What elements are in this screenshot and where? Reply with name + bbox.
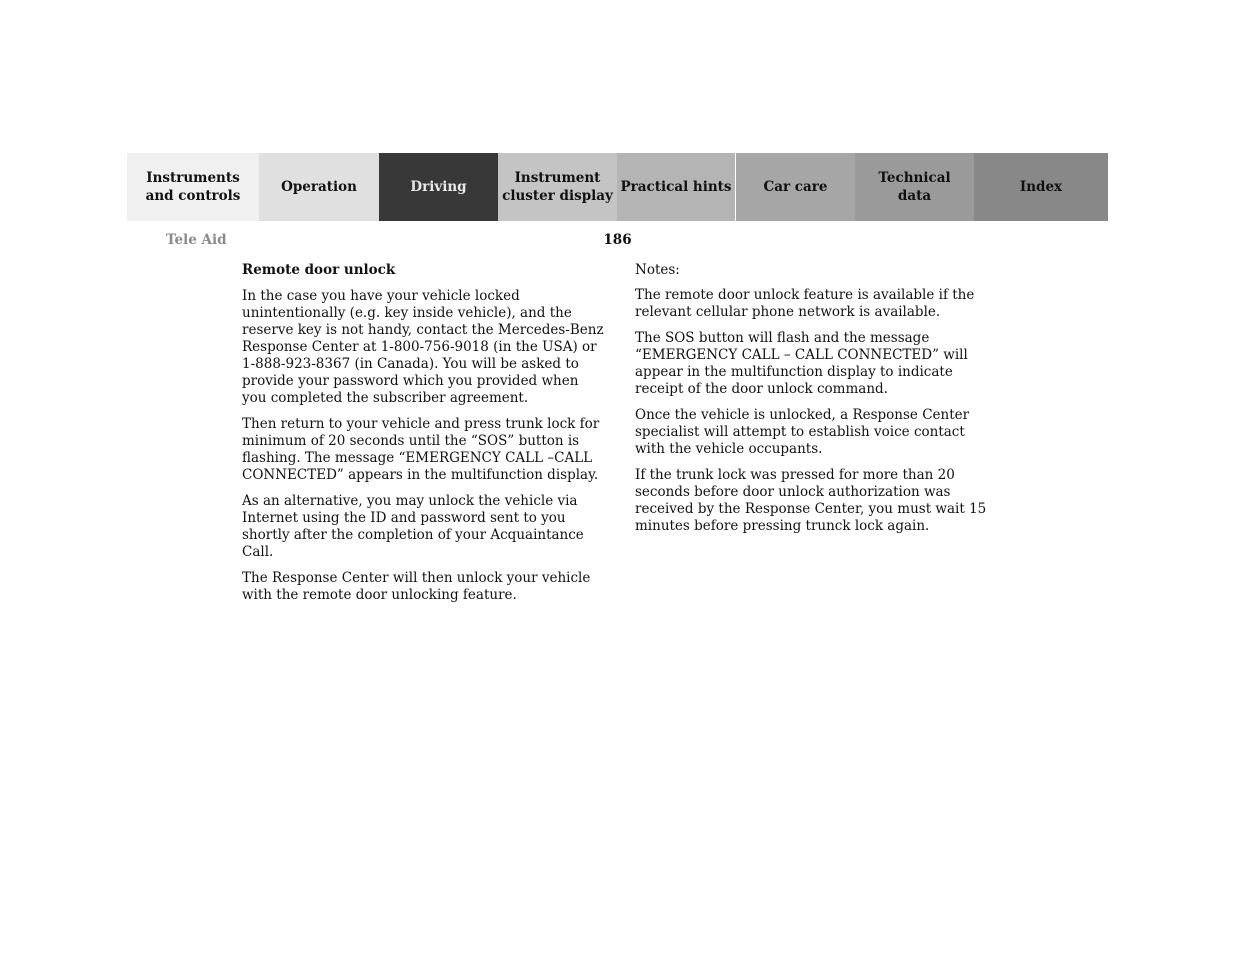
paragraph: In the case you have your vehicle locked unintentionally (e.g. key inside vehicle), and the reserve key is not handy, contact the Mercedes-Benz Response Center at 1-800-756-9018 (in the USA) or 1-888-923-8367 (in Canada). You will be asked to provide your password which you provided when you completed the subscriber agreement. xyxy=(242,288,604,406)
note-paragraph: The remote door unlock feature is available if the relevant cellular phone network is available. xyxy=(635,287,975,320)
tab-instruments-and-controls[interactable]: Instruments and controls xyxy=(127,153,259,221)
right-column xyxy=(635,262,995,544)
section-heading: Remote door unlock xyxy=(242,262,396,278)
note-paragraph: The SOS button will flash and the message “EMERGENCY CALL – CALL CONNECTED” will appear in the multifunction display to indicate receipt of the door unlock command. xyxy=(635,330,968,397)
left-column xyxy=(242,262,606,613)
tab-instrument-cluster-display[interactable]: Instrument cluster display xyxy=(498,153,617,221)
section-title: Tele Aid xyxy=(166,232,227,248)
tab-operation[interactable]: Operation xyxy=(259,153,379,221)
notes-heading: Notes: xyxy=(635,262,680,278)
paragraph: As an alternative, you may unlock the vehicle via Internet using the ID and password sent to you shortly after the completion of your Acquaintance Call. xyxy=(242,493,584,560)
tab-technical-data[interactable]: Technical data xyxy=(855,153,974,221)
paragraph: The Response Center will then unlock your vehicle with the remote door unlocking feature. xyxy=(242,570,591,603)
chapter-navigation xyxy=(127,153,1108,221)
tab-index[interactable]: Index xyxy=(974,153,1108,221)
paragraph: Then return to your vehicle and press trunk lock for minimum of 20 seconds until the “SOS” button is flashing. The message “EMERGENCY CALL –CALL CONNECTED” appears in the multifunction display. xyxy=(242,416,600,483)
page-number: 186 xyxy=(603,232,632,248)
tab-car-care[interactable]: Car care xyxy=(736,153,855,221)
note-paragraph: If the trunk lock was pressed for more than 20 seconds before door unlock authorization was received by the Response Center, you must wait 15 minutes before pressing trunck lock again. xyxy=(635,467,987,534)
tab-driving[interactable]: Driving xyxy=(379,153,498,221)
tab-practical-hints[interactable]: Practical hints xyxy=(617,153,736,221)
note-paragraph: Once the vehicle is unlocked, a Response Center specialist will attempt to establish voice contact with the vehicle occupants. xyxy=(635,407,970,457)
